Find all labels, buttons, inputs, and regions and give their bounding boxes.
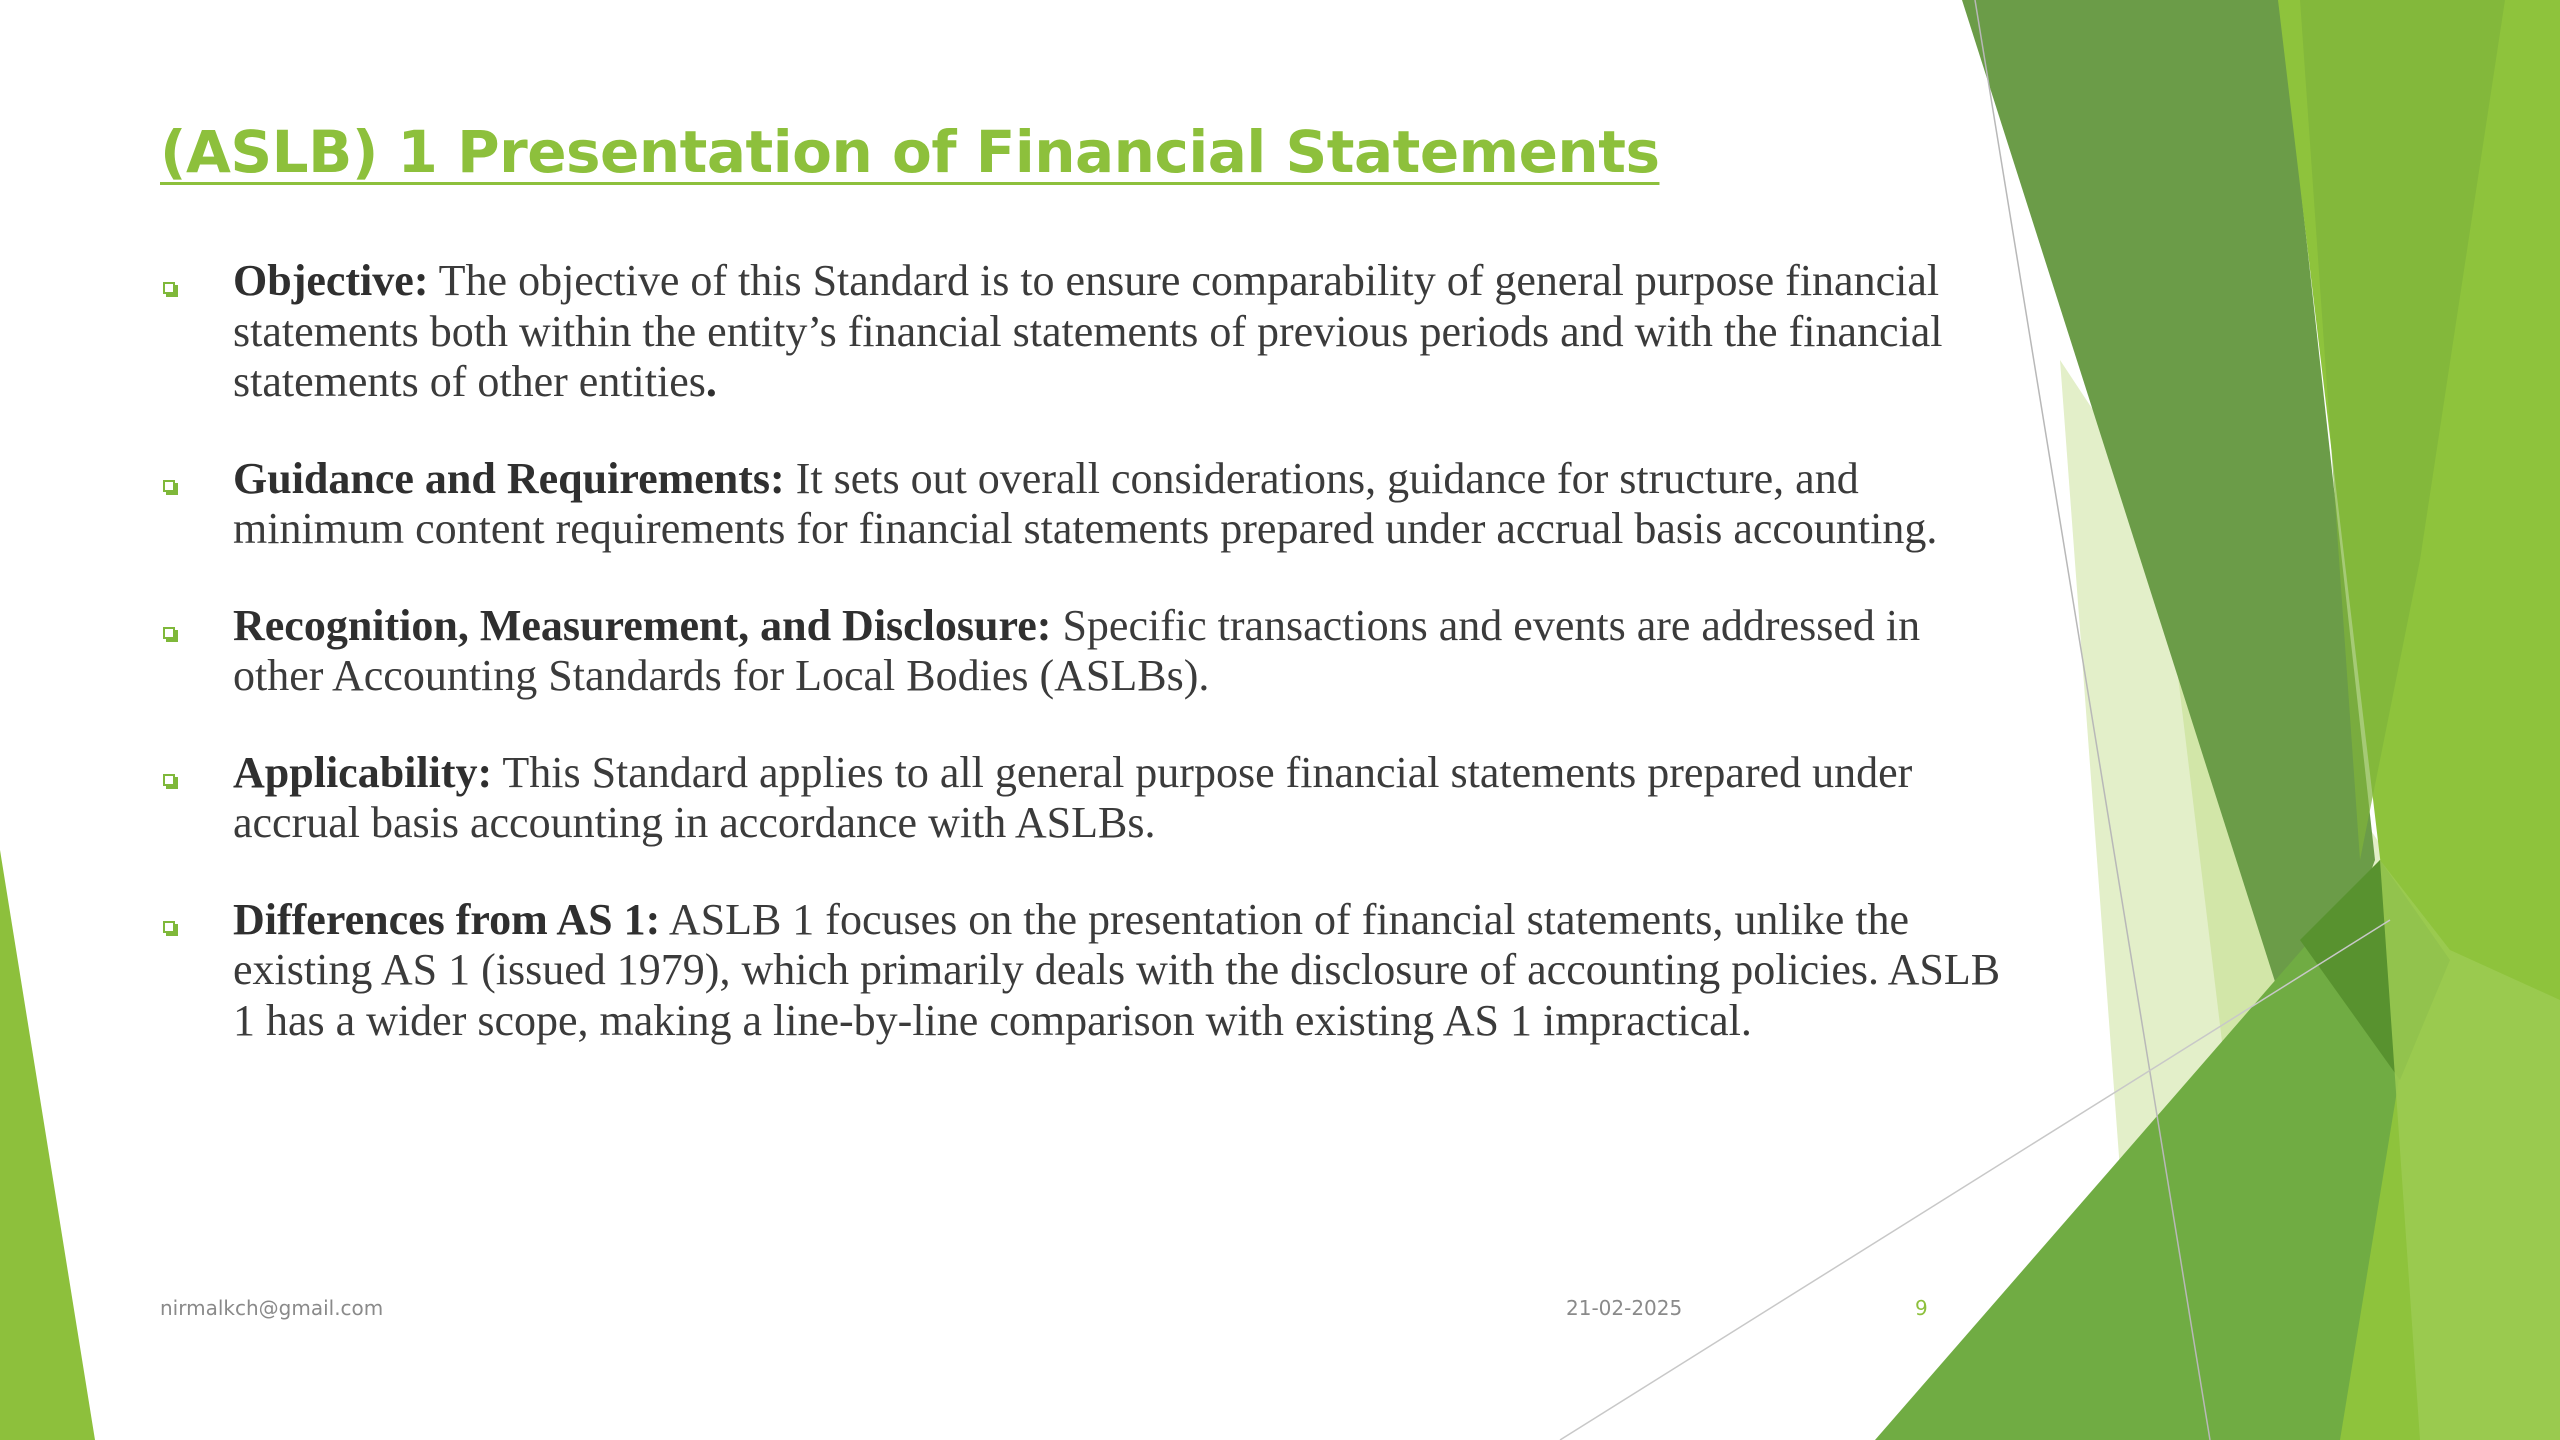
square-bullet-icon [163, 480, 175, 492]
bullet-trailing: . [705, 357, 717, 406]
square-bullet-icon [163, 774, 175, 786]
bullet-label: Guidance and Requirements: [233, 453, 785, 503]
square-bullet-icon [163, 627, 175, 639]
bullet-label: Applicability: [233, 747, 493, 797]
footer-date: 21-02-2025 [1566, 1296, 1683, 1320]
bullet-text: The objective of this Standard is to ensure comparability of general purpose financial statements both within the entity’s financial statements of previous periods and with the financial statements of other entities [233, 256, 1943, 406]
bullet-label: Differences from AS 1: [233, 894, 661, 944]
bullet-guidance [160, 454, 2020, 555]
bullet-text: This Standard applies to all general purpose financial statements prepared under accrual basis accounting in accordance with ASLBs. [233, 747, 1913, 847]
footer-email: nirmalkch@gmail.com [160, 1296, 384, 1320]
square-bullet-icon [163, 921, 175, 933]
slide-page-number: 9 [1915, 1296, 1928, 1320]
slide-title: (ASLB) 1 Presentation of Financial Statements [160, 118, 1660, 186]
bullet-text: Specific transactions and events are addressed in other Accounting Standards for Local Bodies (ASLBs). [233, 600, 1921, 700]
bullet-applicability [160, 748, 2020, 849]
bullet-text: ASLB 1 focuses on the presentation of financial statements, unlike the existing AS 1 (issued 1979), which primarily deals with the disclosure of accounting policies. ASLB 1 has a wider scope, making a line-by-line comparison with existing AS 1 impractical. [233, 894, 2001, 1045]
bullet-objective [160, 256, 2020, 408]
bullet-label: Recognition, Measurement, and Disclosure: [233, 600, 1052, 650]
bullet-label: Objective: [233, 256, 429, 305]
bullet-list [160, 256, 2020, 1092]
square-bullet-icon [163, 282, 175, 294]
bullet-text: It sets out overall considerations, guidance for structure, and minimum content requirements for financial statements prepared under accrual basis accounting. [233, 453, 1938, 553]
bullet-recognition [160, 601, 2020, 702]
bullet-differences [160, 895, 2020, 1047]
left-green-sliver [0, 850, 95, 1440]
